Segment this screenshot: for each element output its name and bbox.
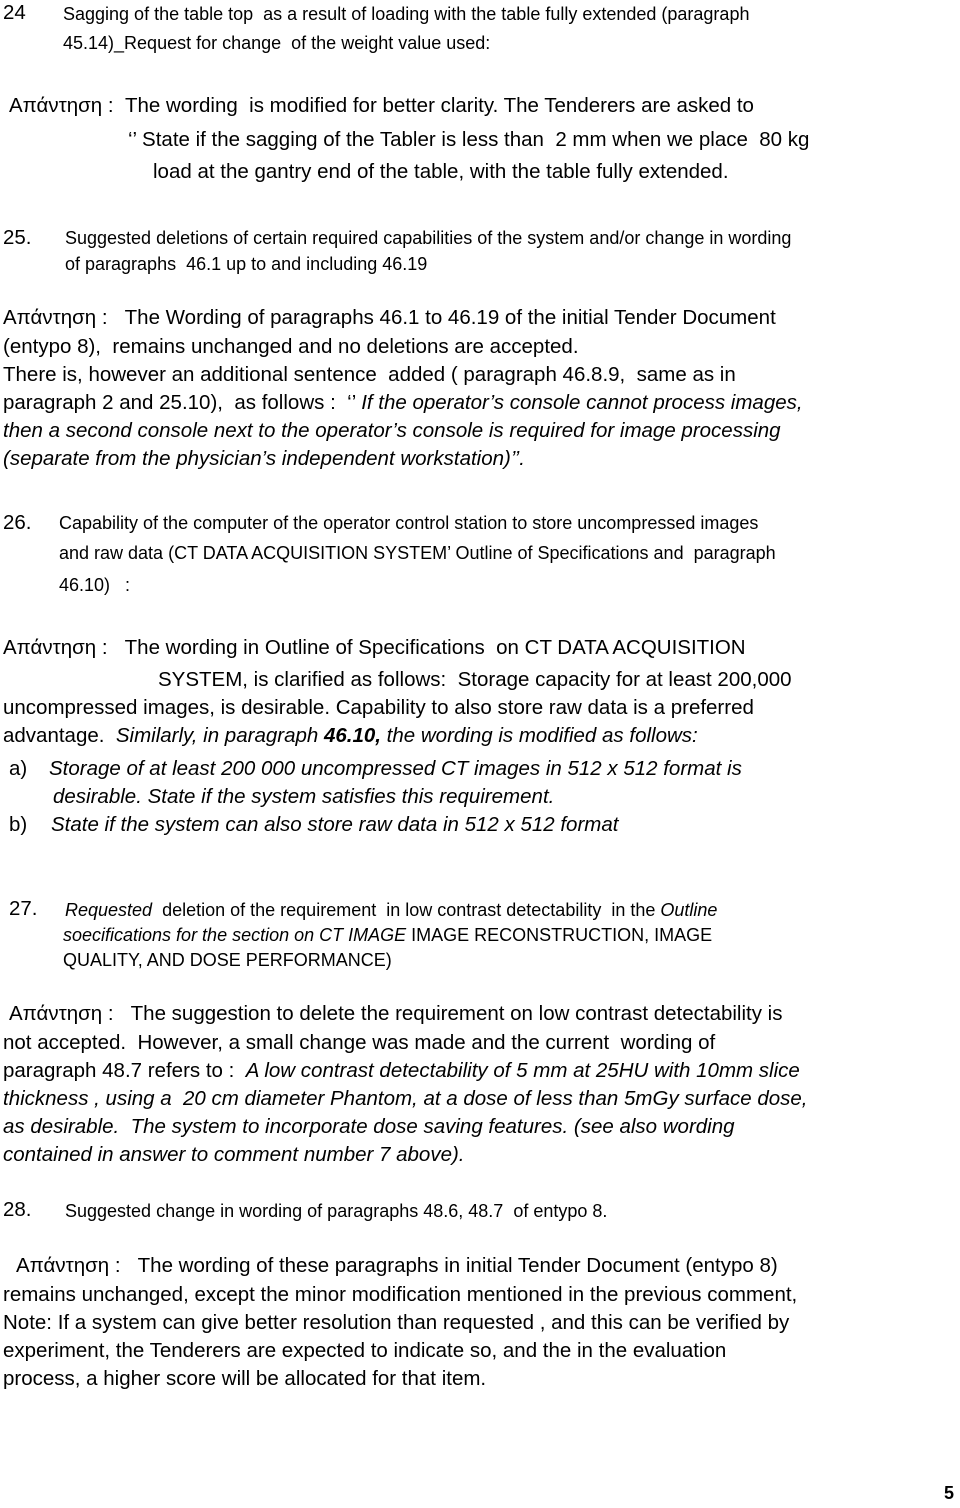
item-24-number: 24	[3, 1, 26, 24]
item-26-point-a-line-2: desirable. State if the system satisfies this requirement.	[53, 785, 555, 808]
item-27-q-outline: Outline	[660, 900, 718, 920]
item-27-answer-line-3	[3, 1061, 800, 1082]
item-28-answer-line-4: experiment, the Tenderers are expected to indicate so, and the in the evaluation	[3, 1339, 727, 1362]
item-27-question-line-3: QUALITY, AND DOSE PERFORMANCE)	[63, 950, 392, 970]
item-26-answer-line-2: SYSTEM, is clarified as follows: Storage capacity for at least 200,000	[158, 668, 792, 691]
item-26-question-line-1: Capability of the computer of the operator control station to store uncompressed images	[59, 513, 759, 533]
item-27-question-line-2	[63, 926, 712, 944]
item-24-answer-label: Απάντηση :	[9, 94, 114, 117]
item-27-answer-line-6: contained in answer to comment number 7 above).	[3, 1143, 465, 1166]
item-27-answer-italic: A low contrast detectability of 5 mm at 25HU with 10mm slice	[245, 1059, 800, 1082]
item-26-answer-line-3: uncompressed images, is desirable. Capability to also store raw data is a preferred	[3, 696, 754, 719]
item-27-answer-line-1	[9, 1004, 782, 1025]
item-26-question-line-2: and raw data (CT DATA ACQUISITION SYSTEM’ Outline of Specifications and paragraph	[59, 543, 776, 563]
item-25-answer-line-3: There is, however an additional sentence added ( paragraph 46.8.9, same as in	[3, 363, 736, 386]
item-24-answer-line-2: ‘’ State if the sagging of the Tabler is less than 2 mm when we place 80 kg	[128, 128, 810, 151]
item-25-question-line-2: of paragraphs 46.1 up to and including 46.19	[65, 254, 428, 274]
item-26-answer-line-4	[3, 726, 698, 747]
item-26-question-line-3: 46.10) :	[59, 575, 131, 595]
item-27-q-line2-rest: IMAGE RECONSTRUCTION, IMAGE	[406, 925, 713, 945]
item-25-answer-first: The Wording of paragraphs 46.1 to 46.19 of the initial Tender Document	[107, 306, 776, 329]
item-26-answer-label: Απάντηση :	[3, 636, 108, 659]
item-24-answer-line-3: load at the gantry end of the table, with the table fully extended.	[153, 160, 729, 183]
item-28-answer-line-5: process, a higher score will be allocated for that item.	[3, 1367, 487, 1390]
item-26-answer-first: The wording in Outline of Specifications on CT DATA ACQUISITION	[107, 636, 746, 659]
item-27-answer-line-5: as desirable. The system to incorporate dose saving features. (see also wording	[3, 1115, 735, 1138]
item-25-answer-line-6: (separate from the physician’s independent workstation)’’.	[3, 447, 525, 470]
item-24-answer-first: The wording is modified for better clarity. The Tenderers are asked to	[113, 94, 754, 117]
item-26-point-a-line-1: Storage of at least 200 000 uncompressed CT images in 512 x 512 format is	[49, 757, 742, 780]
item-25-answer-line-4	[3, 393, 803, 414]
item-28-answer-label: Απάντηση :	[16, 1254, 121, 1277]
item-27-q-line2-italic: soecifications for the section on CT IMAGE	[63, 925, 407, 945]
item-26-number: 26.	[3, 511, 32, 534]
item-25-number: 25.	[3, 226, 32, 249]
item-26-point-b: State if the system can also store raw data in 512 x 512 format	[51, 813, 619, 836]
page-number: 5	[944, 1483, 955, 1503]
item-27-answer-plain: paragraph 48.7 refers to :	[3, 1059, 246, 1082]
item-27-number: 27.	[9, 897, 38, 920]
item-25-answer-line-2: (entypo 8), remains unchanged and no deletions are accepted.	[3, 335, 579, 358]
item-28-question: Suggested change in wording of paragraphs 48.6, 48.7 of entypo 8.	[65, 1201, 608, 1221]
item-25-question-line-1: Suggested deletions of certain required capabilities of the system and/or change in wording	[65, 228, 792, 248]
item-28-answer-line-1	[16, 1256, 778, 1277]
item-26-answer-line-1	[3, 638, 746, 659]
item-24-answer-line-1	[9, 96, 754, 117]
item-25-answer-line-5: then a second console next to the operator’s console is required for image processing	[3, 419, 781, 442]
item-26-similarly: Similarly, in paragraph	[115, 724, 324, 747]
item-26-para-ref: 46.10,	[323, 724, 381, 747]
item-28-answer-line-2: remains unchanged, except the minor modification mentioned in the previous comment,	[3, 1283, 798, 1306]
item-27-q-word: Requested	[65, 900, 153, 920]
item-27-q-rest: deletion of the requirement in low contrast detectability in the	[152, 900, 661, 920]
item-28-answer-line-3: Note: If a system can give better resolution than requested , and this can be verified by	[3, 1311, 790, 1334]
item-24-question-line-1: Sagging of the table top as a result of loading with the table fully extended (paragraph	[63, 4, 750, 24]
item-27-question-line-1	[65, 901, 717, 919]
item-28-answer-first: The wording of these paragraphs in initial Tender Document (entypo 8)	[120, 1254, 778, 1277]
item-26-point-a-label: a)	[9, 757, 28, 780]
item-24-question-line-2: 45.14)_Request for change of the weight value used:	[63, 33, 491, 53]
item-27-answer-first: The suggestion to delete the requirement on low contrast detectability is	[113, 1002, 783, 1025]
item-26-point-b-label: b)	[9, 813, 28, 836]
item-26-modified: the wording is modified as follows:	[380, 724, 698, 747]
item-25-answer-plain: paragraph 2 and 25.10), as follows : ‘’	[3, 391, 362, 414]
item-27-answer-line-2: not accepted. However, a small change was made and the current wording of	[3, 1031, 716, 1054]
item-27-answer-label: Απάντηση :	[9, 1002, 114, 1025]
item-25-answer-line-1	[3, 308, 776, 329]
item-28-number: 28.	[3, 1198, 32, 1221]
item-26-advantage: advantage.	[3, 724, 116, 747]
item-25-answer-italic: If the operator’s console cannot process images,	[361, 391, 803, 414]
item-25-answer-label: Απάντηση :	[3, 306, 108, 329]
item-27-answer-line-4: thickness , using a 20 cm diameter Phantom, at a dose of less than 5mGy surface dose,	[3, 1087, 808, 1110]
